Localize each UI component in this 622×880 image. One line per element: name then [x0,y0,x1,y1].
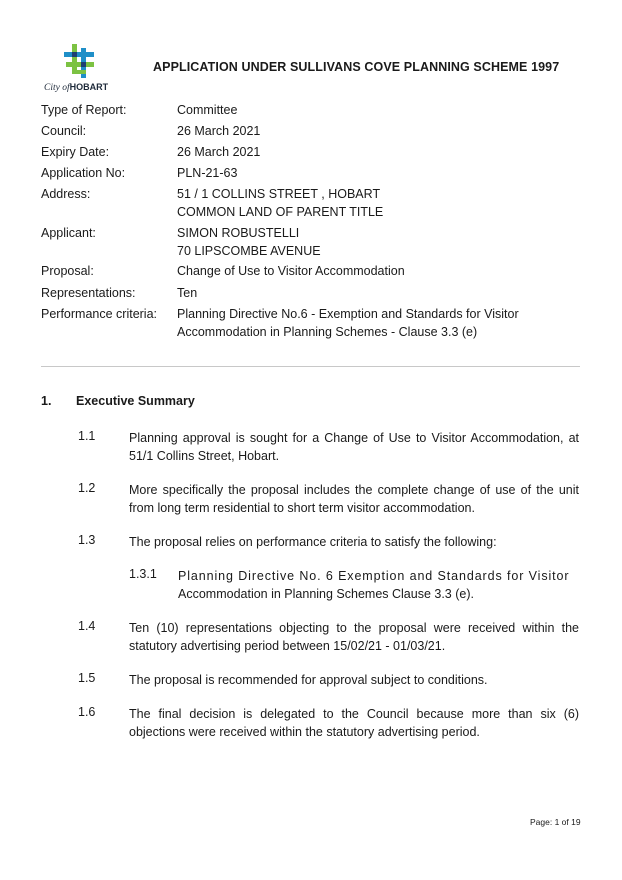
paragraph-number: 1.4 [78,619,96,633]
detail-label: Address: [41,187,91,201]
detail-value: Committee [177,103,238,117]
detail-label: Performance criteria: [41,307,158,321]
page-number: Page: 1 of 19 [530,817,581,827]
section-title: Executive Summary [76,394,195,408]
subparagraph-number: 1.3.1 [129,567,157,581]
detail-value: Change of Use to Visitor Accommodation [177,264,405,278]
detail-value-line2: Accommodation in Planning Schemes - Clause 3.3 (e) [177,325,478,339]
detail-value-line2: 70 LIPSCOMBE AVENUE [177,244,321,258]
section-divider [41,366,580,367]
paragraph-text: Planning approval is sought for a Change of Use to Visitor Accommodation, at 51/1 Collins Street, Hobart. [129,431,579,463]
paragraph-text: More specifically the proposal includes the complete change of use of the unit from long term residential to short term visitor accommodation. [129,483,579,515]
detail-label: Council: [41,124,87,138]
document-title: APPLICATION UNDER SULLIVANS COVE PLANNING SCHEME 1997 [153,60,560,74]
paragraph-number: 1.5 [78,671,96,685]
detail-value: 26 March 2021 [177,124,261,138]
detail-value-line2: COMMON LAND OF PARENT TITLE [177,205,384,219]
paragraph-number: 1.6 [78,705,96,719]
detail-value: Ten [177,286,198,300]
subparagraph-text [178,567,580,603]
section-number: 1. [41,394,52,408]
detail-label: Application No: [41,166,126,180]
detail-label: Proposal: [41,264,94,278]
detail-value: 26 March 2021 [177,145,261,159]
paragraph-text: Ten (10) representations objecting to the proposal were received within the statutory advertising period between 15/02/21 - 01/03/21. [129,621,579,653]
detail-value: 51 / 1 COLLINS STREET , HOBART [177,187,381,201]
paragraph-number: 1.3 [78,533,96,547]
detail-value: SIMON ROBUSTELLI [177,226,300,240]
hobart-grid-icon [60,44,98,80]
paragraph-text: The final decision is delegated to the Council because more than six (6) objections were received within the statutory advertising period. [129,707,579,739]
detail-label: Applicant: [41,226,96,240]
city-of-hobart-logo [40,44,120,96]
logo-wordmark [44,82,108,93]
detail-value: PLN-21-63 [177,166,238,180]
logo-text-bold: HOBART [69,82,109,92]
logo-text-italic: City of [44,83,70,93]
detail-value: Planning Directive No.6 - Exemption and Standards for Visitor [177,307,519,321]
paragraph-number: 1.2 [78,481,96,495]
paragraph-text: The proposal relies on performance criteria to satisfy the following: [129,535,497,549]
detail-label: Type of Report: [41,103,127,117]
paragraph-text: The proposal is recommended for approval subject to conditions. [129,673,488,687]
paragraph-number: 1.1 [78,429,96,443]
subparagraph-line1: Planning Directive No. 6 Exemption and Standards for Visitor [178,569,570,583]
detail-label: Expiry Date: [41,145,110,159]
subparagraph-line2: Accommodation in Planning Schemes Clause 3.3 (e). [178,587,474,601]
detail-label: Representations: [41,286,136,300]
